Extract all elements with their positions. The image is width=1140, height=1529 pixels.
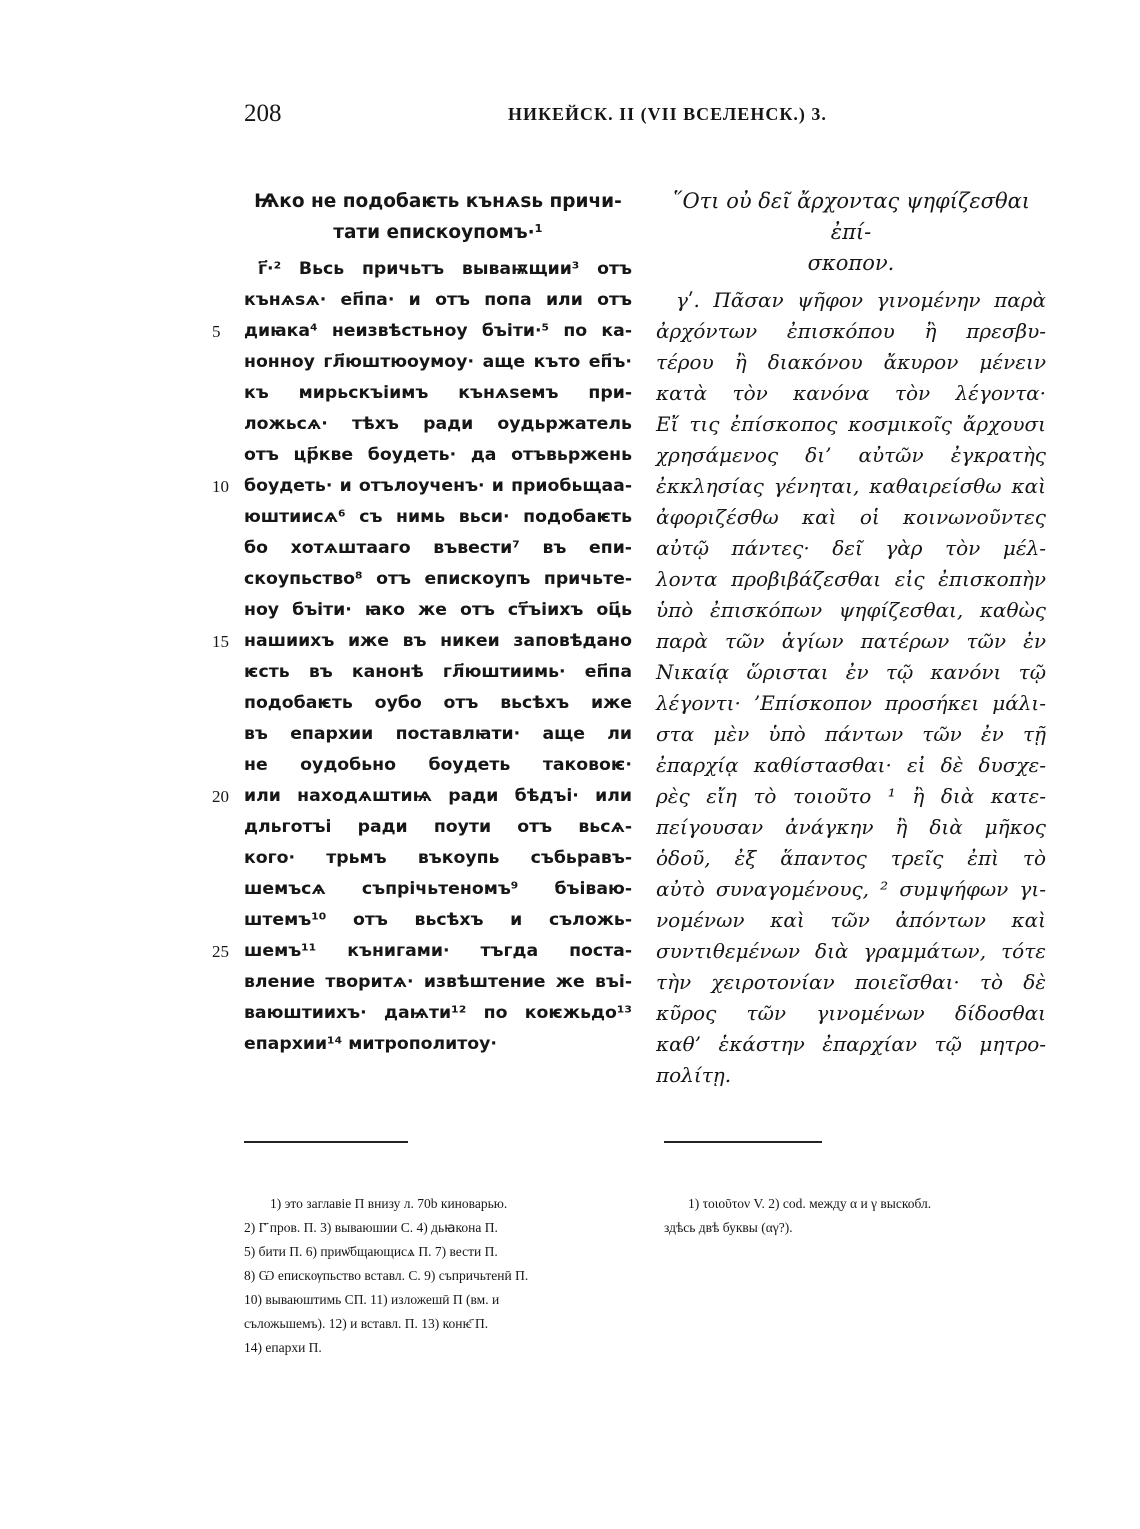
slavonic-line-text: ложьсѧ· тѣхъ ради оудьржатель (244, 414, 632, 434)
slavonic-line (244, 378, 632, 409)
line-number: 15 (212, 632, 229, 651)
greek-line (656, 657, 1046, 688)
greek-line (656, 440, 1046, 471)
greek-line-text: χρησάμενος δι’ αὐτῶν ἐγκρατὴς (656, 443, 1046, 467)
slavonic-line-text: боудеть· и отълоученъ· и приобьщаа- (244, 476, 632, 496)
line-number: 20 (212, 787, 229, 806)
slavonic-heading (244, 186, 632, 248)
slavonic-line (212, 781, 632, 812)
slavonic-line-text: бо хотѧштааго въвести⁷ въ епи- (244, 538, 632, 558)
greek-line-text: καθ’ ἑκάστην ἐπαρχίαν τῷ μητρο- (656, 1032, 1046, 1056)
slavonic-line-text: г҃·² Вьсь причьтъ вываѭщии³ отъ (258, 259, 632, 279)
greek-line-text: ἀφοριζέσθω καὶ οἱ κοινωνοῦντες (656, 505, 1046, 529)
slavonic-line-text: дльготъі ради поути отъ вьсѧ- (244, 817, 632, 837)
greek-line-text: αὐτὸ συναγομένους, ² συμψήφων γι- (656, 877, 1046, 901)
slavonic-line (244, 285, 632, 316)
greek-line-text: τὴν χειροτονίαν ποιεῖσθαι· τὸ δὲ (656, 970, 1046, 994)
footnote-line: здѣсь двѣ буквы (αγ?). (664, 1220, 793, 1235)
greek-line (656, 719, 1046, 750)
slavonic-line (244, 812, 632, 843)
slavonic-line-text: не оудобьно боудеть таковоѥ· (244, 755, 632, 775)
greek-line-text: τέρου ἢ διακόνου ἄκυρον μένειν (656, 350, 1046, 374)
slavonic-heading-line: тати епискоупомъ·¹ (333, 222, 543, 243)
greek-line-text: πολίτῃ. (656, 1063, 732, 1087)
greek-line-text: λοντα προβιβάζεσθαι εἰς ἐπισκοπὴν (656, 567, 1046, 591)
slavonic-line-text: въ епархии поставлꙗти· аще ли (244, 724, 632, 744)
greek-line (656, 843, 1046, 874)
greek-line (656, 812, 1046, 843)
slavonic-column (212, 186, 632, 1060)
slavonic-line (244, 564, 632, 595)
greek-line (656, 285, 1046, 316)
slavonic-line (244, 874, 632, 905)
slavonic-line (244, 905, 632, 936)
greek-line (656, 936, 1046, 967)
greek-line (656, 533, 1046, 564)
greek-line (656, 409, 1046, 440)
slavonic-line (244, 998, 632, 1029)
slavonic-line-text: шемъ¹¹ кънигами· тъгда поста- (244, 941, 632, 961)
greek-line-text: παρὰ τῶν ἁγίων πατέρων τῶν ἐν (656, 629, 1046, 653)
greek-line (656, 874, 1046, 905)
greek-line (656, 564, 1046, 595)
greek-line (656, 1029, 1046, 1060)
slavonic-line (244, 409, 632, 440)
greek-line-text: ἐπαρχίᾳ καθίστασθαι· εἰ δὲ δυσχε- (656, 753, 1046, 777)
slavonic-line (244, 967, 632, 998)
footnote-line: 1) это заглавіе П внизу л. 70b киноварью. (270, 1196, 508, 1211)
greek-line (656, 316, 1046, 347)
greek-line-text: ὁδοῦ, ἐξ ἅπαντος τρεῖς ἐπὶ τὸ (656, 846, 1046, 870)
slavonic-line-text: диꙗка⁴ неизвѣстьноу бъіти·⁵ по ка- (244, 321, 632, 341)
line-number: 5 (212, 322, 221, 341)
greek-line (656, 502, 1046, 533)
slavonic-heading-line: Ѩко не подобаѥть кънѧѕь причи- (254, 191, 622, 212)
slavonic-line-text: юштиисѧ⁶ съ нимь вьси· подобаѥть (244, 507, 632, 527)
slavonic-line (212, 316, 632, 347)
slavonic-line (212, 936, 632, 967)
greek-line (656, 471, 1046, 502)
slavonic-line (244, 719, 632, 750)
greek-line-text: Εἴ τις ἐπίσκοπος κοσμικοῖς ἄρχουσι (656, 412, 1046, 436)
slavonic-line (244, 502, 632, 533)
greek-line-text: στα μὲν ὑπὸ πάντων τῶν ἐν τῇ (656, 722, 1046, 746)
greek-line-text: ἐκκλησίας γένηται, καθαιρείσθω καὶ (656, 474, 1046, 498)
slavonic-line-text: шемъсѧ съпрічьтеномъ⁹ бъіваю- (244, 879, 632, 899)
slavonic-line-text: нашиихъ иже въ никеи заповѣдано (244, 631, 632, 651)
greek-line-text: ρὲς εἴη τὸ τοιοῦτο ¹ ἢ διὰ κατε- (656, 784, 1046, 808)
slavonic-line (244, 254, 632, 285)
slavonic-line-text: ѥсть въ канонѣ гл҃юштиимь· еп҃па (244, 662, 632, 682)
greek-column (656, 186, 1046, 1091)
greek-line (656, 378, 1046, 409)
slavonic-line-text: ноу бъіти· ꙗко же отъ ст҃ъіихъ оц҃ь (244, 600, 632, 620)
greek-line-text: λέγοντι· ’Επίσκοπον προσήκει μάλι- (656, 691, 1046, 715)
slavonic-line (244, 440, 632, 471)
footnote-line: 14) епархи П. (244, 1340, 322, 1355)
greek-line (656, 688, 1046, 719)
slavonic-line-text: къ мирьскъіимъ кънѧѕемъ при- (244, 383, 632, 403)
slavonic-line-text: нонноу гл҃юштюоумоу· аще къто еп҃ъ· (244, 352, 632, 372)
greek-line (656, 998, 1046, 1029)
greek-text (656, 285, 1046, 1091)
slavonic-line (244, 657, 632, 688)
slavonic-line (244, 750, 632, 781)
greek-line (656, 1060, 1046, 1091)
greek-line-text: πείγουσαν ἀνάγκην ἢ διὰ μῆκος (656, 815, 1046, 839)
slavonic-line-text: или находѧштиѩ ради бѣдъі· или (244, 786, 632, 806)
greek-line (656, 905, 1046, 936)
greek-heading-line: ῞Οτι οὐ δεῖ ἄρχοντας ψηφίζεσθαι ἐπί- (671, 189, 1031, 244)
slavonic-line (212, 471, 632, 502)
greek-heading-line: σκοπον. (807, 251, 895, 275)
slavonic-line (244, 595, 632, 626)
slavonic-text (212, 254, 632, 1060)
slavonic-line (244, 533, 632, 564)
running-head: НИКЕЙСК. II (VII ВСЕЛЕНСК.) 3. (508, 104, 827, 124)
slavonic-line-text: кънѧѕѧ· еп҃па· и отъ попа или отъ (244, 290, 632, 310)
footnotes-right (664, 1192, 1054, 1240)
slavonic-line-text: кого· трьмъ въкоупь събьравъ- (244, 848, 632, 868)
slavonic-line-text: штемъ¹⁰ отъ вьсѣхъ и съложь- (244, 910, 632, 930)
greek-line-text: κῦρος τῶν γινομένων δίδοσθαι (656, 1001, 1046, 1025)
slavonic-line-text: отъ цр҃кве боудеть· да отъвьржень (244, 445, 632, 465)
greek-line-text: νομένων καὶ τῶν ἀπόντων καὶ (656, 908, 1046, 932)
greek-line-text: κατὰ τὸν κανόνα τὸν λέγοντα· (656, 381, 1046, 405)
footnote-line: съложьшемъ). 12) и вставл. П. 13) конѥ҃ П. (244, 1316, 489, 1331)
slavonic-line (244, 688, 632, 719)
slavonic-line-text: епархии¹⁴ митрополитоу· (244, 1034, 497, 1054)
footnote-line: 1) τοιοῦτον V. 2) cod. между α и γ выскобл. (688, 1196, 932, 1211)
greek-line-text: Νικαίᾳ ὥρισται ἐν τῷ κανόνι τῷ (656, 660, 1046, 684)
greek-heading (656, 186, 1046, 279)
slavonic-line (212, 626, 632, 657)
slavonic-line (244, 347, 632, 378)
line-number: 25 (212, 942, 229, 961)
greek-line-text: ὑπὸ ἐπισκόπων ψηφίζεσθαι, καθὼς (656, 598, 1046, 622)
footnote-line: 2) Г҃ пров. П. 3) вываюшии С. 4) дьꙗкона П. (244, 1220, 498, 1235)
footnote-line: 8) Ѡ епискѹпьство вставл. С. 9) съпричьтенӣ П. (244, 1268, 529, 1283)
footnote-rule-left (244, 1141, 408, 1143)
slavonic-line (244, 843, 632, 874)
greek-line (656, 347, 1046, 378)
footnote-rule-right (664, 1141, 822, 1143)
greek-line-text: συντιθεμένων διὰ γραμμάτων, τότε (656, 939, 1046, 963)
greek-line (656, 967, 1046, 998)
footnotes-left (244, 1192, 634, 1360)
greek-line-text: αὐτῷ πάντες· δεῖ γὰρ τὸν μέλ- (656, 536, 1046, 560)
greek-line-text: γʹ. Πᾶσαν ψῆφον γινομένην παρὰ (676, 288, 1046, 312)
greek-line (656, 781, 1046, 812)
slavonic-line-text: вление творитѧ· извѣштение же въі- (244, 972, 632, 992)
slavonic-line (244, 1029, 632, 1060)
greek-line (656, 626, 1046, 657)
line-number: 10 (212, 477, 229, 496)
greek-line (656, 750, 1046, 781)
page-number: 208 (244, 100, 282, 127)
slavonic-line-text: подобаѥть оубо отъ вьсѣхъ иже (244, 693, 632, 713)
footnote-line: 5) бити П. 6) приѡ҃бщающисѧ П. 7) вести П. (244, 1244, 498, 1259)
greek-line (656, 595, 1046, 626)
slavonic-line-text: ваюштиихъ· даѩти¹² по коѥжьдо¹³ (244, 1003, 632, 1023)
greek-line-text: ἀρχόντων ἐπισκόπου ἢ πρεσβυ- (656, 319, 1046, 343)
footnote-line: 10) вываюштимь СП. 11) изложешӣ П (вм. и (244, 1292, 500, 1307)
slavonic-line-text: скоупьство⁸ отъ епискоупъ причьте- (244, 569, 632, 589)
